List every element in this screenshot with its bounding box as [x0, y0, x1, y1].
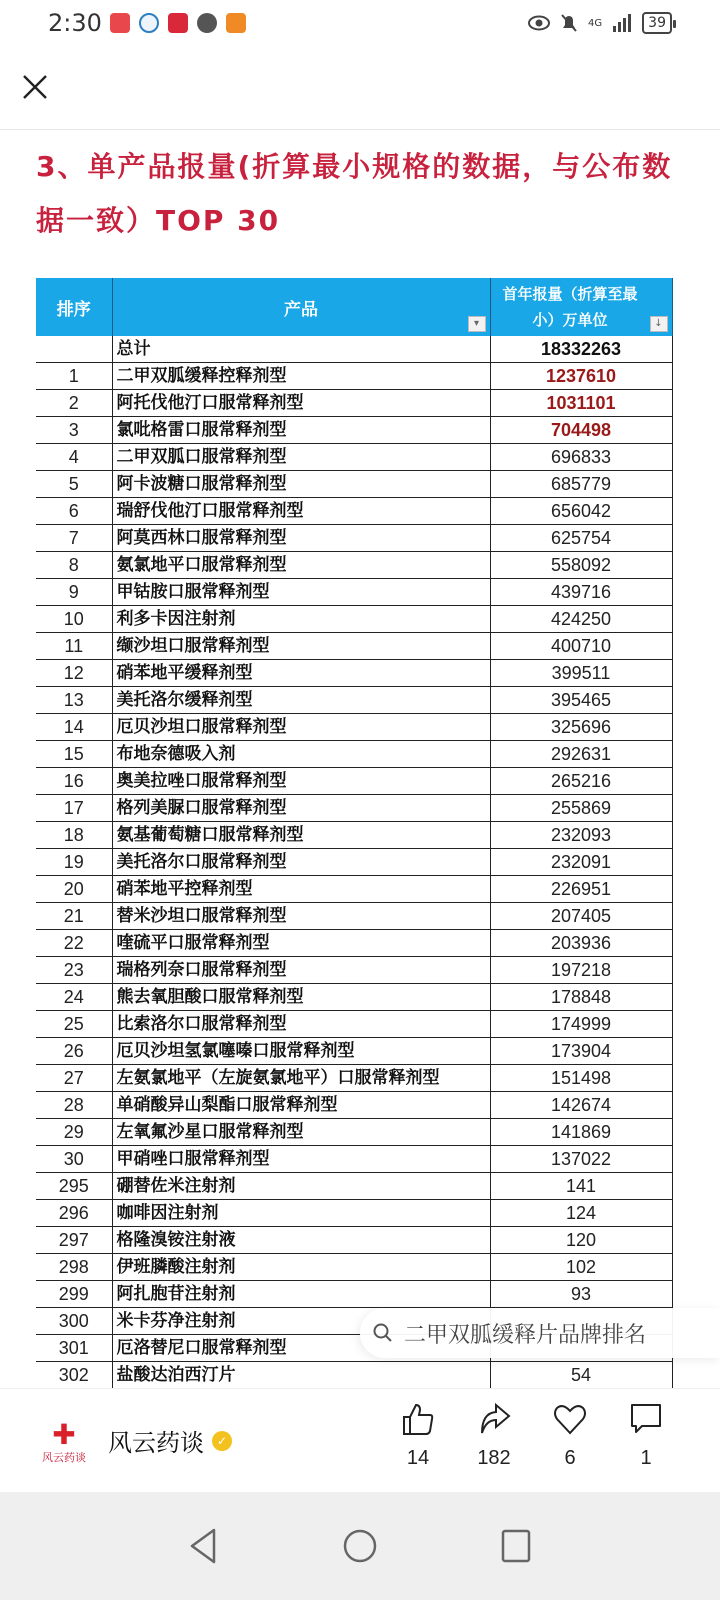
table-row — [36, 768, 672, 795]
table-row — [36, 1038, 672, 1065]
value-cell: 439716 — [490, 579, 672, 606]
video-notification-icon — [226, 13, 246, 33]
table-row — [36, 822, 672, 849]
rank-cell: 5 — [36, 471, 112, 498]
value-cell: 265216 — [490, 768, 672, 795]
table-row — [36, 660, 672, 687]
product-cell: 格列美脲口服常释剂型 — [112, 795, 490, 822]
value-cell: 151498 — [490, 1065, 672, 1092]
value-cell: 174999 — [490, 1011, 672, 1038]
search-icon — [372, 1322, 394, 1344]
product-cell: 喹硫平口服常释剂型 — [112, 930, 490, 957]
rank-cell: 27 — [36, 1065, 112, 1092]
table-row — [36, 714, 672, 741]
like-count: 14 — [406, 1447, 430, 1469]
author-name: 风云药谈 — [108, 1429, 204, 1457]
product-cell: 布地奈德吸入剂 — [112, 741, 490, 768]
product-cell: 比索洛尔口服常释剂型 — [112, 1011, 490, 1038]
product-cell: 美托洛尔缓释剂型 — [112, 687, 490, 714]
table-row — [36, 1281, 672, 1308]
product-cell: 阿扎胞苷注射剂 — [112, 1281, 490, 1308]
table-row — [36, 1092, 672, 1119]
column-header-product-label: 产品 — [284, 299, 318, 320]
rank-cell: 14 — [36, 714, 112, 741]
value-cell: 255869 — [490, 795, 672, 822]
comment-button[interactable] — [608, 1401, 684, 1470]
product-cell: 硼替佐米注射剂 — [112, 1173, 490, 1200]
rank-cell: 13 — [36, 687, 112, 714]
table-row — [36, 903, 672, 930]
table-row — [36, 957, 672, 984]
red-cross-logo-icon: ✚ — [52, 1418, 76, 1451]
column-header-value — [490, 278, 672, 336]
product-cell: 阿托伐他汀口服常释剂型 — [112, 390, 490, 417]
value-cell: 142674 — [490, 1092, 672, 1119]
table-row — [36, 444, 672, 471]
value-cell: 120 — [490, 1227, 672, 1254]
table-row — [36, 1119, 672, 1146]
value-cell: 197218 — [490, 957, 672, 984]
close-icon — [20, 72, 50, 102]
product-cell: 伊班膦酸注射剂 — [112, 1254, 490, 1281]
table-row — [36, 687, 672, 714]
value-cell: 325696 — [490, 714, 672, 741]
product-cell: 阿莫西林口服常释剂型 — [112, 525, 490, 552]
value-cell: 173904 — [490, 1038, 672, 1065]
table-row — [36, 1200, 672, 1227]
rank-cell: 302 — [36, 1362, 112, 1389]
value-cell: 232093 — [490, 822, 672, 849]
product-cell: 硝苯地平控释剂型 — [112, 876, 490, 903]
rank-cell: 9 — [36, 579, 112, 606]
product-cell: 瑞格列奈口服常释剂型 — [112, 957, 490, 984]
value-cell: 102 — [490, 1254, 672, 1281]
table-row — [36, 1362, 672, 1389]
column-header-rank — [36, 278, 112, 336]
product-cell: 甲钴胺口服常释剂型 — [112, 579, 490, 606]
ranking-table-image — [36, 278, 672, 1389]
rank-cell: 12 — [36, 660, 112, 687]
status-time: 2:30 — [48, 9, 102, 37]
product-cell: 米卡芬净注射剂 — [112, 1308, 490, 1335]
rank-cell: 19 — [36, 849, 112, 876]
rank-cell: 18 — [36, 822, 112, 849]
rank-cell: 4 — [36, 444, 112, 471]
table-row — [36, 633, 672, 660]
product-cell: 氨基葡萄糖口服常释剂型 — [112, 822, 490, 849]
product-cell: 替米沙坦口服常释剂型 — [112, 903, 490, 930]
value-cell: 685779 — [490, 471, 672, 498]
ranking-table — [36, 278, 673, 1389]
rank-cell: 26 — [36, 1038, 112, 1065]
system-navigation-bar — [0, 1492, 720, 1600]
rank-cell: 17 — [36, 795, 112, 822]
product-cell: 厄洛替尼口服常释剂型 — [112, 1335, 490, 1362]
table-row — [36, 930, 672, 957]
table-row — [36, 498, 672, 525]
rank-cell: 21 — [36, 903, 112, 930]
product-cell: 阿卡波糖口服常释剂型 — [112, 471, 490, 498]
product-cell: 厄贝沙坦氢氯噻嗪口服常释剂型 — [112, 1038, 490, 1065]
table-row — [36, 876, 672, 903]
comment-count: 1 — [640, 1447, 652, 1469]
value-cell: 704498 — [490, 417, 672, 444]
rank-cell: 2 — [36, 390, 112, 417]
table-row — [36, 984, 672, 1011]
product-cell: 瑞舒伐他汀口服常释剂型 — [112, 498, 490, 525]
rank-cell: 22 — [36, 930, 112, 957]
back-triangle-icon[interactable] — [186, 1526, 222, 1566]
value-cell: 203936 — [490, 930, 672, 957]
product-cell: 利多卡因注射剂 — [112, 606, 490, 633]
value-cell: 1031101 — [490, 390, 672, 417]
table-row — [36, 552, 672, 579]
table-row — [36, 1065, 672, 1092]
top-bar — [0, 46, 720, 130]
value-cell: 625754 — [490, 525, 672, 552]
like-button[interactable] — [380, 1401, 456, 1470]
rank-cell: 295 — [36, 1173, 112, 1200]
table-row — [36, 579, 672, 606]
home-circle-icon[interactable] — [342, 1526, 378, 1566]
recents-square-icon[interactable] — [498, 1526, 534, 1566]
value-cell: 558092 — [490, 552, 672, 579]
rank-cell: 11 — [36, 633, 112, 660]
battery-indicator: 39 — [642, 12, 672, 34]
product-cell: 熊去氧胆酸口服常释剂型 — [112, 984, 490, 1011]
app-notification-icon — [110, 13, 130, 33]
rank-cell: 296 — [36, 1200, 112, 1227]
product-cell: 氨氯地平口服常释剂型 — [112, 552, 490, 579]
value-cell: 141869 — [490, 1119, 672, 1146]
logo-text: 风云药谈 — [42, 1451, 86, 1464]
product-cell: 厄贝沙坦口服常释剂型 — [112, 714, 490, 741]
rank-cell: 10 — [36, 606, 112, 633]
author-logo[interactable] — [36, 1418, 92, 1465]
rank-cell: 301 — [36, 1335, 112, 1362]
rank-cell: 8 — [36, 552, 112, 579]
article-footer — [0, 1388, 720, 1492]
value-cell: 400710 — [490, 633, 672, 660]
table-row — [36, 1011, 672, 1038]
product-cell: 氯吡格雷口服常释剂型 — [112, 417, 490, 444]
value-cell: 54 — [490, 1362, 672, 1389]
message-notification-icon — [197, 13, 217, 33]
heart-icon — [552, 1401, 588, 1437]
product-cell: 二甲双胍缓释控释剂型 — [112, 363, 490, 390]
search-suggestion-text: 二甲双胍缓释片品牌排名 — [404, 1322, 647, 1348]
rank-cell: 297 — [36, 1227, 112, 1254]
rank-cell: 23 — [36, 957, 112, 984]
product-cell: 硝苯地平缓释剂型 — [112, 660, 490, 687]
table-row — [36, 1173, 672, 1200]
product-cell: 缬沙坦口服常释剂型 — [112, 633, 490, 660]
thumbs-up-icon — [400, 1401, 436, 1437]
column-header-value-label: 首年报量（折算至最小）万单位 — [502, 285, 638, 329]
engagement-actions — [380, 1401, 684, 1470]
rank-cell: 299 — [36, 1281, 112, 1308]
value-cell: 399511 — [490, 660, 672, 687]
value-cell: 292631 — [490, 741, 672, 768]
sort-desc-icon: ↓ — [650, 316, 668, 332]
rank-cell: 300 — [36, 1308, 112, 1335]
table-row — [36, 606, 672, 633]
rank-cell: 6 — [36, 498, 112, 525]
value-cell: 124 — [490, 1200, 672, 1227]
product-cell: 甲硝唑口服常释剂型 — [112, 1146, 490, 1173]
value-cell: 141 — [490, 1173, 672, 1200]
table-header-row — [36, 278, 672, 336]
product-cell: 二甲双胍口服常释剂型 — [112, 444, 490, 471]
table-row — [36, 471, 672, 498]
share-button[interactable] — [456, 1401, 532, 1470]
table-row — [36, 417, 672, 444]
column-header-rank-label: 排序 — [56, 299, 91, 320]
table-row — [36, 849, 672, 876]
product-cell: 美托洛尔口服常释剂型 — [112, 849, 490, 876]
rank-cell: 20 — [36, 876, 112, 903]
rank-cell: 16 — [36, 768, 112, 795]
table-row — [36, 1146, 672, 1173]
rank-cell: 28 — [36, 1092, 112, 1119]
status-indicators — [528, 12, 672, 34]
verified-badge-icon: ✓ — [212, 1431, 232, 1451]
table-row — [36, 741, 672, 768]
value-cell: 226951 — [490, 876, 672, 903]
favorite-count: 6 — [564, 1447, 576, 1469]
table-row — [36, 1254, 672, 1281]
product-cell: 左氧氟沙星口服常释剂型 — [112, 1119, 490, 1146]
related-search-suggestion[interactable] — [360, 1308, 720, 1358]
total-value-cell: 18332263 — [490, 336, 672, 363]
rank-cell: 29 — [36, 1119, 112, 1146]
value-cell: 207405 — [490, 903, 672, 930]
article-heading: 3、单产品报量(折算最小规格的数据，与公布数据一致）TOP 30 — [36, 150, 673, 237]
table-row — [36, 390, 672, 417]
total-label-cell: 总计 — [112, 336, 490, 363]
close-button[interactable] — [20, 72, 50, 102]
comment-bubble-icon — [628, 1401, 664, 1437]
signal-icon — [612, 14, 632, 32]
rank-cell: 298 — [36, 1254, 112, 1281]
product-cell: 单硝酸异山梨酯口服常释剂型 — [112, 1092, 490, 1119]
rank-cell: 7 — [36, 525, 112, 552]
value-cell: 395465 — [490, 687, 672, 714]
status-bar — [0, 0, 720, 46]
rank-cell: 1 — [36, 363, 112, 390]
notification-icons — [110, 13, 246, 33]
rank-cell: 15 — [36, 741, 112, 768]
column-header-product — [112, 278, 490, 336]
filter-dropdown-icon: ▾ — [468, 316, 486, 332]
product-cell: 盐酸达泊西汀片 — [112, 1362, 490, 1389]
total-rank-cell — [36, 336, 112, 363]
value-cell: 1237610 — [490, 363, 672, 390]
rank-cell: 3 — [36, 417, 112, 444]
author-name-link[interactable] — [108, 1423, 232, 1458]
value-cell: 232091 — [490, 849, 672, 876]
favorite-button[interactable] — [532, 1401, 608, 1470]
rank-cell: 24 — [36, 984, 112, 1011]
product-cell: 咖啡因注射剂 — [112, 1200, 490, 1227]
table-row — [36, 525, 672, 552]
eye-comfort-icon — [528, 15, 550, 31]
product-cell: 左氨氯地平（左旋氨氯地平）口服常释剂型 — [112, 1065, 490, 1092]
rank-cell: 25 — [36, 1011, 112, 1038]
table-total-row — [36, 336, 672, 363]
value-cell: 137022 — [490, 1146, 672, 1173]
table-row — [36, 795, 672, 822]
network-type: 4G — [588, 17, 603, 29]
app-notification-icon — [139, 13, 159, 33]
value-cell: 696833 — [490, 444, 672, 471]
table-row — [36, 1227, 672, 1254]
table-row — [36, 363, 672, 390]
share-count: 182 — [477, 1447, 511, 1469]
rank-cell: 30 — [36, 1146, 112, 1173]
product-cell: 奥美拉唑口服常释剂型 — [112, 768, 490, 795]
value-cell: 424250 — [490, 606, 672, 633]
value-cell: 178848 — [490, 984, 672, 1011]
share-arrow-icon — [476, 1401, 512, 1437]
product-cell: 格隆溴铵注射液 — [112, 1227, 490, 1254]
mute-bell-icon — [560, 13, 578, 33]
value-cell: 656042 — [490, 498, 672, 525]
app-notification-icon — [168, 13, 188, 33]
value-cell: 93 — [490, 1281, 672, 1308]
